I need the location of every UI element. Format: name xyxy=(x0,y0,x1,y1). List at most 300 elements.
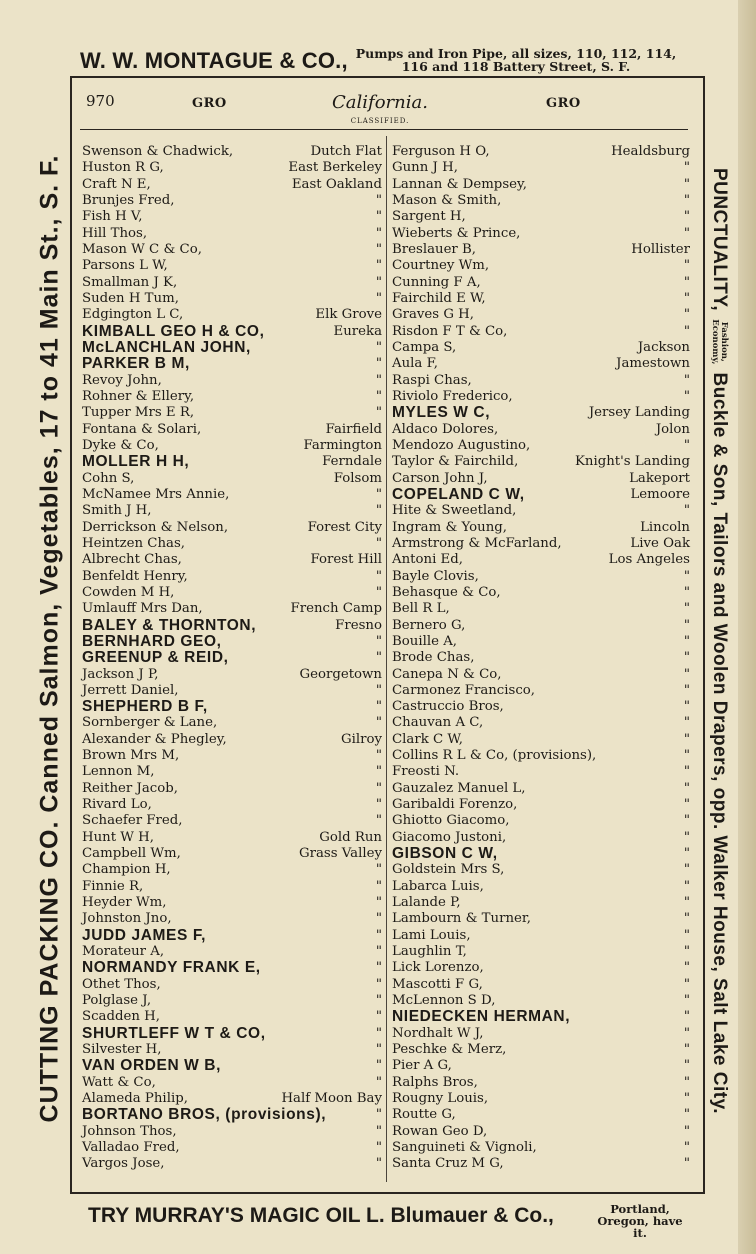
entry-name: Taylor & Fairchild, xyxy=(392,454,519,470)
directory-entry xyxy=(392,438,690,454)
entry-place: " xyxy=(375,699,382,715)
entry-name: Goldstein Mrs S, xyxy=(392,862,505,878)
directory-entry xyxy=(82,830,382,846)
directory-entry xyxy=(392,536,690,552)
directory-entry xyxy=(392,1026,690,1042)
entry-name: Pier A G, xyxy=(392,1058,452,1074)
entry-place: " xyxy=(375,1156,382,1172)
entry-place: " xyxy=(683,1156,690,1172)
directory-entry xyxy=(82,846,382,862)
entry-place: Forest Hill xyxy=(310,552,382,568)
entry-place: " xyxy=(683,699,690,715)
entry-place: " xyxy=(683,650,690,666)
directory-entry xyxy=(82,1124,382,1140)
directory-entry xyxy=(392,1140,690,1156)
entry-name: Rougny Louis, xyxy=(392,1091,489,1107)
entry-name: Cowden M H, xyxy=(82,584,175,600)
directory-entry xyxy=(392,879,690,895)
directory-entry xyxy=(392,487,690,503)
entry-place: " xyxy=(683,1091,690,1107)
entry-place: " xyxy=(683,813,690,829)
entry-name: Brode Chas, xyxy=(392,650,475,666)
directory-entry xyxy=(392,715,690,731)
directory-entry xyxy=(392,1042,690,1058)
entry-name: Santa Cruz M G, xyxy=(392,1156,504,1172)
entry-place: " xyxy=(683,1140,690,1156)
directory-entry xyxy=(392,895,690,911)
directory-entry xyxy=(392,764,690,780)
directory-entry xyxy=(82,422,382,438)
entry-place: Jersey Landing xyxy=(588,405,690,421)
directory-entry xyxy=(392,389,690,405)
entry-place: " xyxy=(683,503,690,519)
directory-entry xyxy=(82,226,382,242)
entry-place: " xyxy=(683,584,690,600)
directory-entry xyxy=(82,389,382,405)
directory-entry xyxy=(82,1156,382,1172)
page-title: California. xyxy=(332,92,428,113)
entry-name: Mason W C & Co, xyxy=(82,241,202,257)
left-column xyxy=(82,144,382,1173)
directory-entry xyxy=(392,601,690,617)
directory-entry xyxy=(82,601,382,617)
directory-entry xyxy=(392,340,690,356)
entry-name: Rowan Geo D, xyxy=(392,1123,488,1139)
entry-place: Elk Grove xyxy=(315,307,382,323)
entry-name: McNamee Mrs Annie, xyxy=(82,486,230,502)
entry-name: Albrecht Chas, xyxy=(82,552,182,568)
entry-name: Canepa N & Co, xyxy=(392,666,502,682)
entry-name: Bouille A, xyxy=(392,633,458,649)
directory-entry xyxy=(82,1140,382,1156)
directory-entry xyxy=(392,356,690,372)
right-section-code: GRO xyxy=(546,96,581,111)
entry-name: Collins R L & Co, (provisions), xyxy=(392,748,597,764)
entry-name: Freosti N. xyxy=(392,764,460,780)
entry-name: Smith J H, xyxy=(82,503,152,519)
directory-entry xyxy=(82,356,382,372)
entry-place: " xyxy=(683,682,690,698)
directory-entry xyxy=(82,454,382,470)
entry-name: Smallman J K, xyxy=(82,274,178,290)
entry-name: Breslauer B, xyxy=(392,241,477,257)
directory-entry xyxy=(392,1009,690,1025)
entry-name: Fontana & Solari, xyxy=(82,421,202,437)
directory-entry xyxy=(392,177,690,193)
directory-entry xyxy=(82,944,382,960)
entry-name: Wieberts & Prince, xyxy=(392,225,521,241)
entry-place: " xyxy=(683,1058,690,1074)
entry-place: Live Oak xyxy=(630,535,690,551)
entry-name: Mason & Smith, xyxy=(392,192,502,208)
entry-place: Gold Run xyxy=(319,829,382,845)
entry-name: Dyke & Co, xyxy=(82,437,159,453)
entry-name: SHURTLEFF W T & CO, xyxy=(82,1024,266,1042)
entry-name: Giacomo Justoni, xyxy=(392,829,507,845)
directory-entry xyxy=(82,960,382,976)
entry-place: " xyxy=(375,780,382,796)
entry-name: JUDD JAMES F, xyxy=(82,926,207,944)
entry-name: Revoy John, xyxy=(82,372,162,388)
entry-name: Mendozo Augustino, xyxy=(392,437,531,453)
entry-place: " xyxy=(375,258,382,274)
entry-name: Sargent H, xyxy=(392,209,466,225)
entry-name: Jerrett Daniel, xyxy=(82,682,179,698)
entry-name: Suden H Tum, xyxy=(82,290,179,306)
entry-name: Gauzalez Manuel L, xyxy=(392,780,526,796)
entry-place: " xyxy=(375,748,382,764)
entry-name: Cunning F A, xyxy=(392,274,481,290)
entry-place: " xyxy=(683,1009,690,1025)
entry-place: French Camp xyxy=(290,601,382,617)
page-edge xyxy=(738,0,756,1254)
entry-place: " xyxy=(375,633,382,649)
directory-entry xyxy=(392,1124,690,1140)
entry-place: " xyxy=(375,290,382,306)
page-subtitle: CLASSIFIED. xyxy=(350,117,410,125)
directory-entry xyxy=(392,650,690,666)
entry-place: " xyxy=(375,650,382,666)
directory-entry xyxy=(82,732,382,748)
entry-name: Riviolo Frederico, xyxy=(392,388,513,404)
directory-entry xyxy=(82,1026,382,1042)
directory-entry xyxy=(392,944,690,960)
entry-name: Lalande P, xyxy=(392,895,461,911)
entry-name: Silvester H, xyxy=(82,1042,162,1058)
entry-name: Derrickson & Nelson, xyxy=(82,519,229,535)
entry-place: Lincoln xyxy=(640,519,690,535)
directory-entry xyxy=(82,634,382,650)
directory-entry xyxy=(82,438,382,454)
entry-name: Jackson J P, xyxy=(82,666,159,682)
directory-entry xyxy=(392,993,690,1009)
directory-entry xyxy=(82,373,382,389)
entry-name: McLANCHLAN JOHN, xyxy=(82,338,251,356)
top-ad-company: W. W. MONTAGUE & CO., xyxy=(80,48,348,73)
directory-entry xyxy=(392,307,690,323)
entry-name: MYLES W C, xyxy=(392,404,491,422)
entry-name: Parsons L W, xyxy=(82,258,168,274)
entry-name: Risdon F T & Co, xyxy=(392,323,508,339)
column-divider xyxy=(386,136,387,1182)
directory-entry xyxy=(392,258,690,274)
entry-name: Chauvan A C, xyxy=(392,715,484,731)
right-ad-tagline-1: Fashion, xyxy=(719,321,730,362)
right-ad-tagline xyxy=(710,319,728,364)
bottom-ad-note: Portland, Oregon, have it. xyxy=(597,1202,683,1240)
directory-entry xyxy=(82,797,382,813)
entry-place: " xyxy=(375,405,382,421)
entry-name: Bayle Clovis, xyxy=(392,568,479,584)
entry-place: " xyxy=(683,1042,690,1058)
directory-entry xyxy=(82,471,382,487)
entry-name: Ferguson H O, xyxy=(392,144,490,159)
entry-place: " xyxy=(375,813,382,829)
entry-place: " xyxy=(683,307,690,323)
directory-entry xyxy=(392,552,690,568)
entry-name: Hunt W H, xyxy=(82,829,155,845)
directory-entry xyxy=(82,177,382,193)
bottom-advertisement xyxy=(70,1198,700,1238)
entry-place: " xyxy=(375,862,382,878)
entry-place: " xyxy=(683,225,690,241)
header-rule xyxy=(80,129,688,130)
directory-entry xyxy=(82,993,382,1009)
entry-name: Vargos Jose, xyxy=(82,1156,165,1172)
entry-place: " xyxy=(375,1074,382,1090)
directory-entry xyxy=(392,291,690,307)
entry-place: Fresno xyxy=(335,617,382,633)
entry-name: PARKER B M, xyxy=(82,355,190,373)
entry-name: BORTANO BROS, (provisions), xyxy=(82,1106,327,1124)
directory-entry xyxy=(82,879,382,895)
entry-name: Nordhalt W J, xyxy=(392,1025,484,1041)
directory-entry xyxy=(82,618,382,634)
directory-entry xyxy=(82,193,382,209)
entry-place: " xyxy=(375,993,382,1009)
entry-name: Clark C W, xyxy=(392,731,463,747)
directory-entry xyxy=(82,536,382,552)
directory-entry xyxy=(82,291,382,307)
entry-name: GIBSON C W, xyxy=(392,845,498,863)
directory-entry xyxy=(82,258,382,274)
entry-place: " xyxy=(683,258,690,274)
entry-name: Lick Lorenzo, xyxy=(392,960,484,976)
entry-name: Brunjes Fred, xyxy=(82,192,175,208)
entry-name: Reither Jacob, xyxy=(82,780,178,796)
directory-entry xyxy=(392,960,690,976)
entry-place: " xyxy=(683,911,690,927)
directory-entry xyxy=(82,699,382,715)
entry-place: " xyxy=(683,960,690,976)
directory-entry xyxy=(392,1058,690,1074)
entry-place: " xyxy=(375,1058,382,1074)
entry-place: " xyxy=(375,911,382,927)
directory-entry xyxy=(82,650,382,666)
entry-name: Fairchild E W, xyxy=(392,290,486,306)
entry-place: " xyxy=(683,437,690,453)
entry-place: " xyxy=(683,748,690,764)
entry-name: Rohner & Ellery, xyxy=(82,388,195,404)
directory-entry xyxy=(82,585,382,601)
top-advertisement xyxy=(70,44,698,78)
entry-place: " xyxy=(375,1009,382,1025)
entry-name: Lannan & Dempsey, xyxy=(392,176,527,192)
directory-entry xyxy=(392,667,690,683)
entry-place: " xyxy=(375,356,382,372)
entry-place: " xyxy=(683,1123,690,1139)
entry-name: Graves G H, xyxy=(392,307,475,323)
entry-name: Antoni Ed, xyxy=(392,552,464,568)
entry-place: " xyxy=(375,878,382,894)
entry-place: " xyxy=(375,584,382,600)
entry-name: NIEDECKEN HERMAN, xyxy=(392,1008,571,1026)
entry-name: Valladao Fred, xyxy=(82,1140,180,1156)
directory-entry xyxy=(392,977,690,993)
directory-entry xyxy=(392,699,690,715)
entry-name: Carson John J, xyxy=(392,470,488,486)
directory-entry xyxy=(82,1042,382,1058)
directory-entry xyxy=(392,454,690,470)
entry-name: Gunn J H, xyxy=(392,160,458,176)
entry-name: Campa S, xyxy=(392,339,457,355)
directory-entry xyxy=(82,1075,382,1091)
entry-place: " xyxy=(683,192,690,208)
directory-entry xyxy=(392,373,690,389)
entry-name: Sanguineti & Vignoli, xyxy=(392,1140,537,1156)
entry-place: " xyxy=(375,209,382,225)
entry-name: Polglase J, xyxy=(82,993,152,1009)
entry-place: Folsom xyxy=(333,470,382,486)
directory-entry xyxy=(82,275,382,291)
entry-name: Hite & Sweetland, xyxy=(392,503,517,519)
entry-name: Watt & Co, xyxy=(82,1074,156,1090)
directory-entry xyxy=(392,569,690,585)
entry-place: " xyxy=(683,160,690,176)
entry-name: Johnston Jno, xyxy=(82,911,172,927)
directory-entry xyxy=(392,911,690,927)
entry-place: " xyxy=(375,944,382,960)
entry-place: " xyxy=(683,895,690,911)
directory-entry xyxy=(392,471,690,487)
entry-place: " xyxy=(375,682,382,698)
entry-place: " xyxy=(683,176,690,192)
directory-entry xyxy=(392,634,690,650)
directory-entry xyxy=(82,144,382,160)
directory-entry xyxy=(82,781,382,797)
directory-entry xyxy=(392,193,690,209)
directory-entry xyxy=(82,764,382,780)
entry-place: Los Angeles xyxy=(608,552,690,568)
entry-name: Bernero G, xyxy=(392,617,466,633)
directory-entry xyxy=(392,226,690,242)
directory-entry xyxy=(82,1058,382,1074)
entry-place: " xyxy=(683,715,690,731)
directory-entry xyxy=(82,160,382,176)
right-side-advertisement xyxy=(700,92,738,1190)
directory-entry xyxy=(82,209,382,225)
entry-name: Sornberger & Lane, xyxy=(82,715,218,731)
directory-entry xyxy=(82,405,382,421)
left-section-code: GRO xyxy=(192,96,227,111)
right-ad-text: Buckle & Son, Tailors and Woolen Drapers, opp. Walker House, Salt Lake City. xyxy=(709,372,731,1115)
entry-name: COPELAND C W, xyxy=(392,485,525,503)
entry-place: " xyxy=(683,846,690,862)
directory-entry xyxy=(392,275,690,291)
entry-name: Peschke & Merz, xyxy=(392,1042,507,1058)
entry-name: Aula F, xyxy=(392,356,438,372)
entry-name: Heyder Wm, xyxy=(82,895,167,911)
entry-name: KIMBALL GEO H & CO, xyxy=(82,322,265,340)
entry-place: " xyxy=(375,960,382,976)
entry-place: " xyxy=(375,797,382,813)
entry-place: Forest City xyxy=(307,519,382,535)
entry-place: " xyxy=(683,323,690,339)
directory-entry xyxy=(82,520,382,536)
directory-entry xyxy=(82,715,382,731)
left-ad-text: CUTTING PACKING CO. Canned Salmon, Vegetables, 17 to 41 Main St., S. F. xyxy=(35,154,64,1122)
entry-name: Lambourn & Turner, xyxy=(392,911,532,927)
entry-name: Ingram & Young, xyxy=(392,519,508,535)
entry-place: " xyxy=(683,1074,690,1090)
entry-place: " xyxy=(375,976,382,992)
entry-place: " xyxy=(375,1140,382,1156)
entry-name: Craft N E, xyxy=(82,176,151,192)
entry-name: Alexander & Phegley, xyxy=(82,731,227,747)
entry-name: Ralphs Bros, xyxy=(392,1074,478,1090)
directory-entry xyxy=(392,520,690,536)
entry-place: " xyxy=(683,388,690,404)
entry-name: Castruccio Bros, xyxy=(392,699,504,715)
entry-place: " xyxy=(375,339,382,355)
entry-name: BERNHARD GEO, xyxy=(82,632,222,650)
directory-entry xyxy=(82,552,382,568)
directory-entry xyxy=(392,1156,690,1172)
entry-place: Half Moon Bay xyxy=(281,1091,382,1107)
directory-entry xyxy=(392,209,690,225)
entry-place: " xyxy=(683,633,690,649)
entry-place: " xyxy=(375,372,382,388)
entry-place: Eureka xyxy=(333,323,382,339)
directory-entry xyxy=(82,487,382,503)
entry-place: " xyxy=(683,829,690,845)
entry-name: Garibaldi Forenzo, xyxy=(392,797,518,813)
entry-place: Hollister xyxy=(631,241,690,257)
directory-entry xyxy=(82,862,382,878)
entry-name: Armstrong & McFarland, xyxy=(392,535,562,551)
entry-place: " xyxy=(683,878,690,894)
directory-entry xyxy=(82,1107,382,1123)
entry-place: Grass Valley xyxy=(299,846,382,862)
entry-name: Routte G, xyxy=(392,1107,456,1123)
entry-name: Campbell Wm, xyxy=(82,846,181,862)
entry-place: Jackson xyxy=(637,339,690,355)
entry-name: Carmonez Francisco, xyxy=(392,682,536,698)
entry-place: " xyxy=(375,503,382,519)
entry-name: Hill Thos, xyxy=(82,225,148,241)
entry-place: Gilroy xyxy=(340,731,382,747)
directory-entry xyxy=(392,928,690,944)
directory-entry xyxy=(82,1009,382,1025)
entry-place: " xyxy=(375,388,382,404)
entry-name: Courtney Wm, xyxy=(392,258,490,274)
entry-place: Ferndale xyxy=(322,454,382,470)
directory-entry xyxy=(392,813,690,829)
entry-place: " xyxy=(375,1042,382,1058)
directory-entry xyxy=(82,307,382,323)
directory-entry xyxy=(392,144,690,160)
entry-name: Behasque & Co, xyxy=(392,584,501,600)
entry-name: Champion H, xyxy=(82,862,171,878)
directory-entry xyxy=(392,242,690,258)
directory-entry xyxy=(392,862,690,878)
directory-entry xyxy=(82,324,382,340)
directory-entry xyxy=(392,797,690,813)
entry-place: " xyxy=(683,666,690,682)
entry-name: Mascotti F G, xyxy=(392,976,483,992)
directory-entry xyxy=(392,683,690,699)
entry-name: McLennon S D, xyxy=(392,993,496,1009)
directory-entry xyxy=(392,1075,690,1091)
entry-place: " xyxy=(375,225,382,241)
entry-name: MOLLER H H, xyxy=(82,453,190,471)
directory-entry xyxy=(82,911,382,927)
entry-place: " xyxy=(683,1025,690,1041)
entry-place: " xyxy=(683,976,690,992)
directory-entry xyxy=(392,618,690,634)
entry-place: " xyxy=(683,274,690,290)
entry-place: " xyxy=(375,715,382,731)
